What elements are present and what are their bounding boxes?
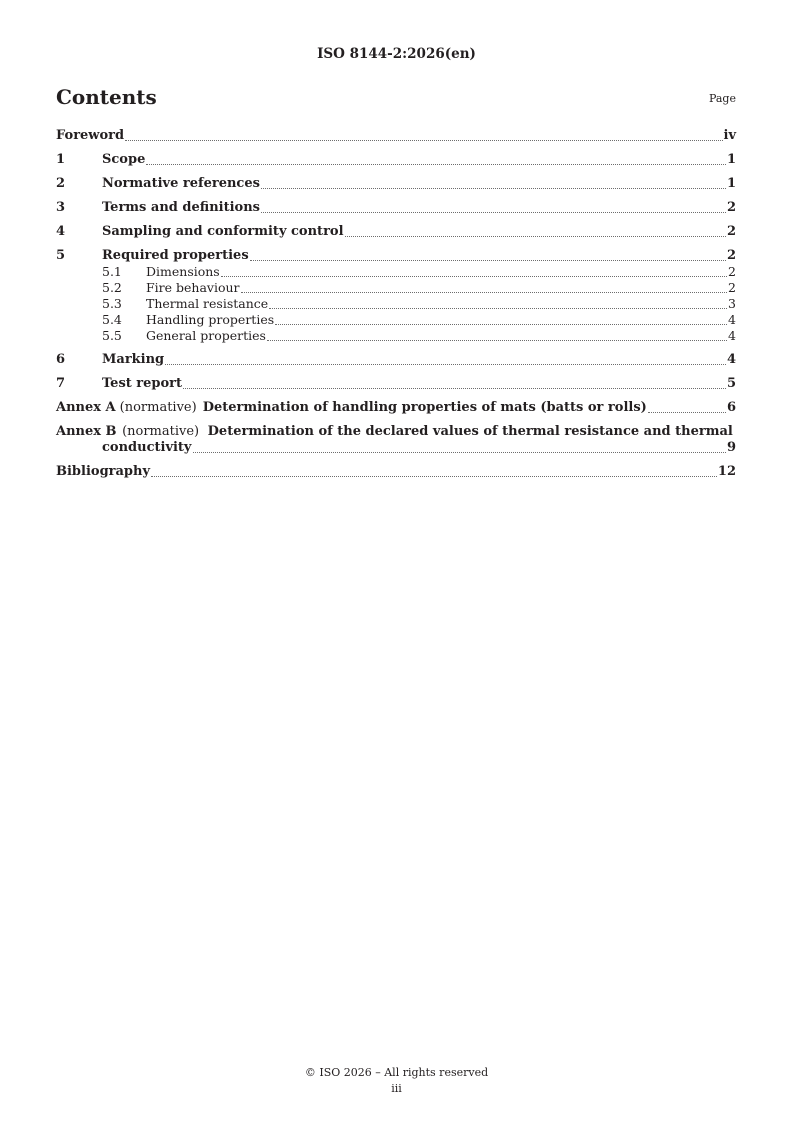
dot-leader [275, 324, 727, 325]
toc-subentry-thermal-resistance[interactable] [56, 296, 736, 312]
toc-number: 4 [56, 224, 66, 239]
toc-subentry-dimensions[interactable] [56, 264, 736, 280]
toc-label: Test report [102, 376, 183, 391]
toc-label: Foreword [56, 128, 125, 143]
toc-page: 1 [726, 152, 736, 167]
toc-page: 2 [728, 280, 736, 295]
toc-entry-terms-definitions[interactable] [56, 200, 736, 216]
toc-entry-normative-references[interactable] [56, 176, 736, 192]
annex-type: (normative) [122, 424, 200, 439]
toc-page: 6 [726, 400, 736, 415]
toc-label: Thermal resistance [146, 296, 269, 311]
toc-label: Fire behaviour [146, 280, 240, 295]
toc-subentry-handling-properties[interactable] [56, 312, 736, 328]
dot-leader [267, 340, 727, 341]
toc-number: 5 [56, 248, 66, 263]
annex-title: Determination of handling properties of mats (batts or rolls) [202, 400, 647, 415]
toc-label: Scope [102, 152, 146, 167]
toc-entry-bibliography[interactable] [56, 464, 736, 480]
toc-subentry-fire-behaviour[interactable] [56, 280, 736, 296]
toc-entry-foreword[interactable] [56, 128, 736, 144]
page-number: iii [391, 1082, 402, 1095]
toc-number: 6 [56, 352, 66, 367]
toc-label: Marking [102, 352, 165, 367]
dot-leader [261, 212, 726, 213]
table-of-contents [56, 128, 736, 488]
dot-leader [241, 292, 728, 293]
contents-title: Contents [56, 85, 157, 109]
dot-leader [261, 188, 726, 189]
document-header: ISO 8144-2:2026(en) [317, 46, 476, 62]
toc-entry-scope[interactable] [56, 152, 736, 168]
toc-number: 5.1 [102, 264, 122, 279]
toc-page: 12 [717, 464, 736, 479]
toc-page: 2 [728, 264, 736, 279]
toc-number: 5.5 [102, 328, 122, 343]
toc-entry-annex-a[interactable] [56, 400, 736, 416]
toc-number: 5.3 [102, 296, 122, 311]
toc-page: 2 [726, 200, 736, 215]
dot-leader [221, 276, 727, 277]
toc-number: 5.4 [102, 312, 122, 327]
dot-leader [648, 412, 726, 413]
toc-label: Sampling and conformity control [102, 224, 344, 239]
dot-leader [151, 476, 717, 477]
annex-type: (normative) [119, 400, 197, 415]
toc-label: Normative references [102, 176, 260, 191]
toc-entry-sampling-conformity[interactable] [56, 224, 736, 240]
annex-name: Annex B [56, 424, 117, 439]
toc-entry-required-properties[interactable] [56, 248, 736, 264]
toc-label: Dimensions [146, 264, 220, 279]
toc-page: 2 [726, 248, 736, 263]
toc-label: Bibliography [56, 464, 151, 479]
dot-leader [345, 236, 726, 237]
page-column-label: Page [708, 92, 736, 105]
dot-leader [165, 364, 726, 365]
toc-label: Terms and definitions [102, 200, 260, 215]
dot-leader [250, 260, 726, 261]
toc-page: 5 [726, 376, 736, 391]
dot-leader [146, 164, 726, 165]
toc-page: 1 [726, 176, 736, 191]
annex-name: Annex A [56, 400, 116, 415]
toc-page: 4 [728, 328, 736, 343]
toc-entry-marking[interactable] [56, 352, 736, 368]
toc-page: 2 [726, 224, 736, 239]
page-footer [0, 1066, 793, 1095]
annex-title-line1: Determination of the declared values of thermal resistance and thermal [207, 424, 733, 439]
toc-label: Required properties [102, 248, 249, 263]
toc-number: 5.2 [102, 280, 122, 295]
toc-page: 3 [728, 296, 736, 311]
toc-label: Handling properties [146, 312, 275, 327]
toc-label: General properties [146, 328, 266, 343]
dot-leader [183, 388, 726, 389]
toc-number: 1 [56, 152, 66, 167]
toc-entry-annex-b[interactable] [56, 424, 736, 456]
dot-leader [125, 140, 722, 141]
toc-page: 4 [728, 312, 736, 327]
toc-page: 4 [726, 352, 736, 367]
toc-number: 7 [56, 376, 66, 391]
annex-title-line2: conductivity [102, 440, 192, 455]
toc-subentry-general-properties[interactable] [56, 328, 736, 344]
copyright-notice: © ISO 2026 – All rights reserved [304, 1066, 489, 1079]
dot-leader [269, 308, 727, 309]
toc-number: 2 [56, 176, 66, 191]
toc-number: 3 [56, 200, 66, 215]
toc-entry-test-report[interactable] [56, 376, 736, 392]
toc-page: 9 [726, 440, 736, 455]
dot-leader [193, 452, 726, 453]
toc-page: iv [723, 128, 736, 143]
